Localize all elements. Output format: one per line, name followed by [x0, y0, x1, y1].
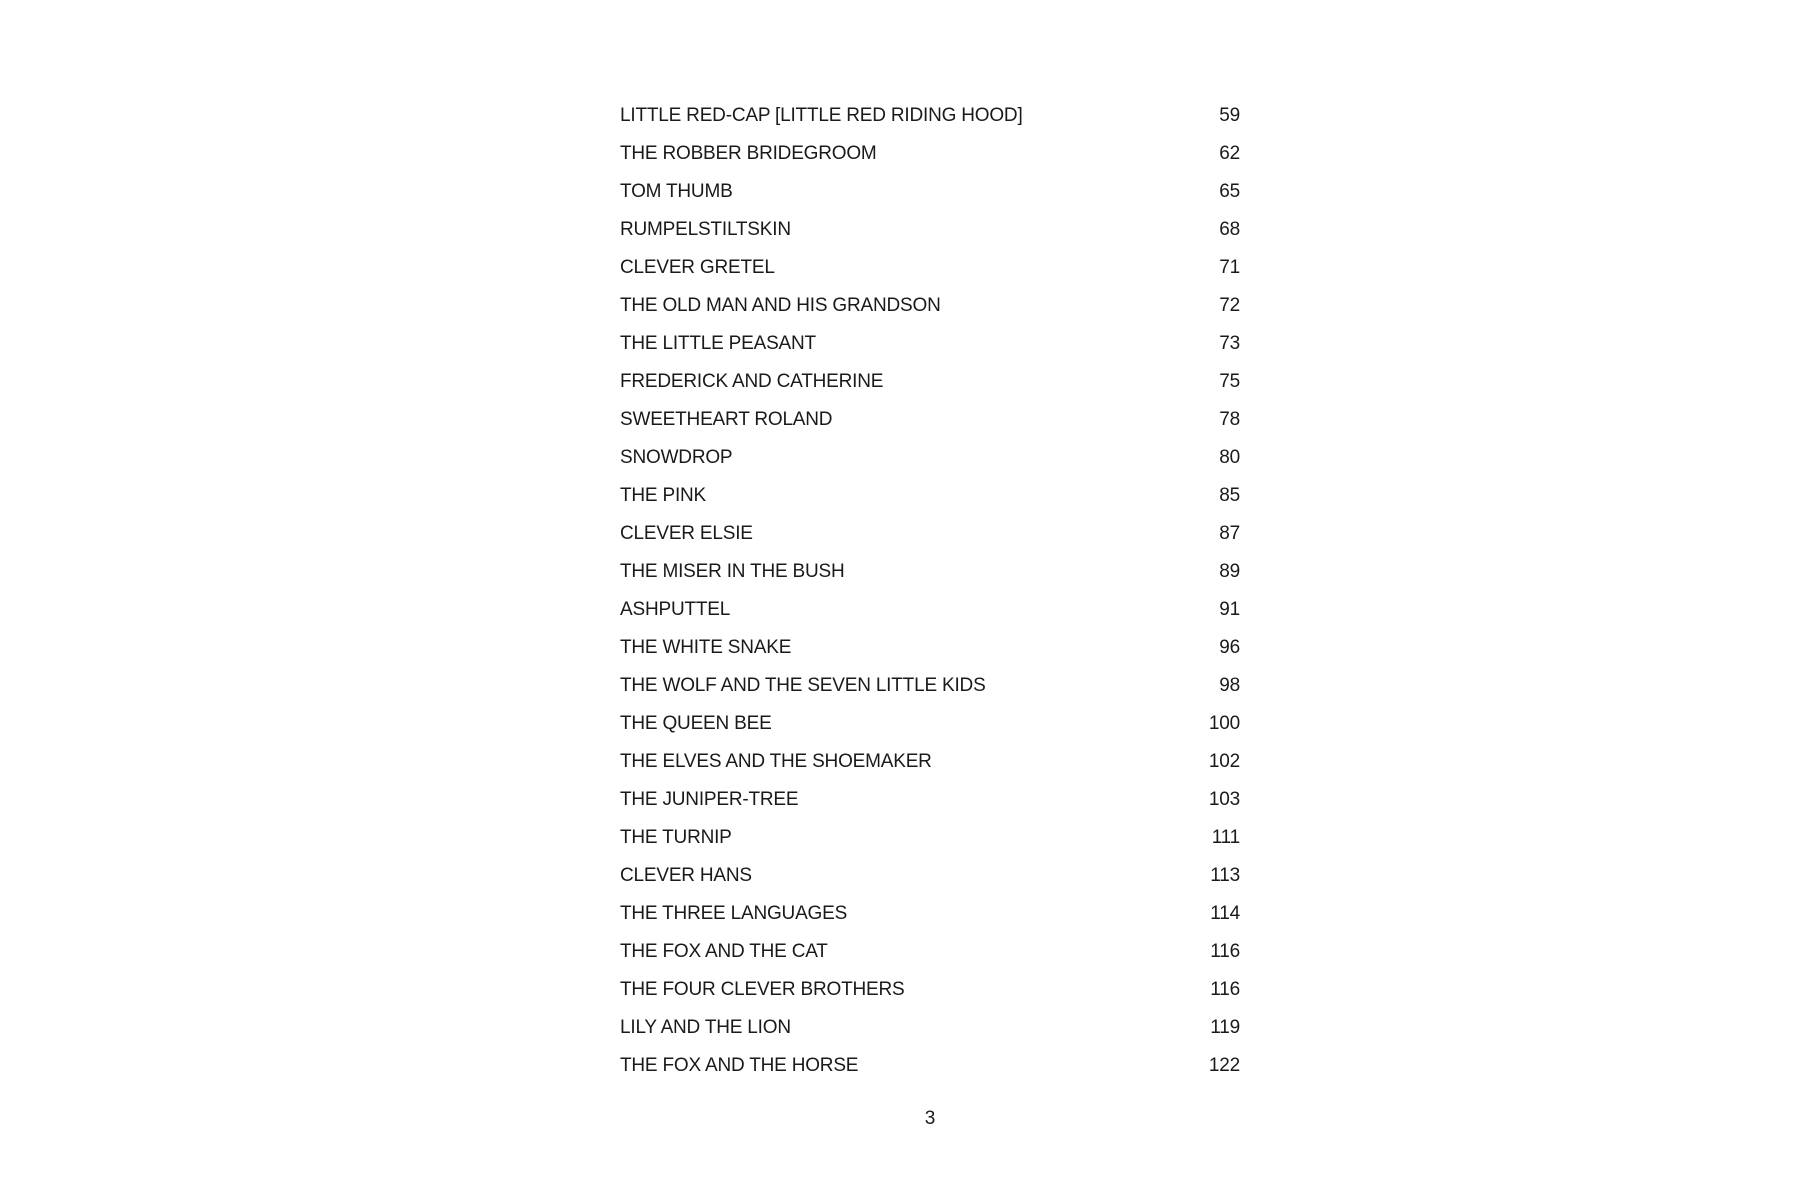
- toc-entry-title: CLEVER GRETEL: [620, 257, 775, 278]
- toc-entry-title: THE MISER IN THE BUSH: [620, 561, 845, 582]
- toc-entry-title: RUMPELSTILTSKIN: [620, 219, 791, 240]
- toc-entry: [620, 933, 1240, 971]
- toc-entry: [620, 705, 1240, 743]
- toc-entry-page: 78: [1219, 409, 1240, 430]
- toc-entry-title: THE LITTLE PEASANT: [620, 333, 816, 354]
- toc-entry-title: THE TURNIP: [620, 827, 732, 848]
- toc-entry-page: 113: [1210, 865, 1240, 886]
- toc-entry-title: CLEVER HANS: [620, 865, 752, 886]
- toc-entry-page: 65: [1219, 181, 1240, 202]
- toc-entry-title: LILY AND THE LION: [620, 1017, 791, 1038]
- toc-entry-title: SNOWDROP: [620, 447, 733, 468]
- toc-entry-page: 87: [1219, 523, 1240, 544]
- toc-entry-title: FREDERICK AND CATHERINE: [620, 371, 884, 392]
- toc-entry: [620, 515, 1240, 553]
- toc-entry: [620, 363, 1240, 401]
- toc-entry-page: 98: [1219, 675, 1240, 696]
- toc-entry-page: 80: [1219, 447, 1240, 468]
- toc-entry: [620, 971, 1240, 1009]
- toc-entry: [620, 439, 1240, 477]
- toc-entry: [620, 287, 1240, 325]
- toc-entry: [620, 553, 1240, 591]
- toc-entry-page: 68: [1219, 219, 1240, 240]
- toc-entry: [620, 895, 1240, 933]
- table-of-contents: [620, 97, 1240, 1085]
- toc-entry: [620, 591, 1240, 629]
- toc-entry: [620, 819, 1240, 857]
- toc-entry-title: THE PINK: [620, 485, 707, 506]
- toc-entry: [620, 857, 1240, 895]
- toc-entry-title: THE THREE LANGUAGES: [620, 903, 848, 924]
- toc-entry-page: 114: [1210, 903, 1240, 924]
- toc-entry: [620, 667, 1240, 705]
- toc-entry-page: 71: [1219, 257, 1240, 278]
- toc-entry: [620, 781, 1240, 819]
- toc-entry-page: 100: [1208, 713, 1240, 734]
- toc-entry-page: 75: [1219, 371, 1240, 392]
- toc-entry-title: CLEVER ELSIE: [620, 523, 753, 544]
- toc-entry: [620, 1047, 1240, 1085]
- toc-entry-title: THE ROBBER BRIDEGROOM: [620, 143, 877, 164]
- toc-entry-page: 103: [1208, 789, 1240, 810]
- toc-entry-title: THE OLD MAN AND HIS GRANDSON: [620, 295, 941, 316]
- toc-entry-title: THE WOLF AND THE SEVEN LITTLE KIDS: [620, 675, 986, 696]
- toc-entry: [620, 743, 1240, 781]
- toc-entry-title: THE ELVES AND THE SHOEMAKER: [620, 751, 932, 772]
- toc-entry-page: 102: [1208, 751, 1240, 772]
- toc-entry: [620, 629, 1240, 667]
- toc-entry-page: 119: [1210, 1017, 1240, 1038]
- toc-entry-page: 116: [1210, 941, 1240, 962]
- toc-entry-title: THE FOX AND THE CAT: [620, 941, 828, 962]
- toc-entry: [620, 135, 1240, 173]
- toc-entry-page: 73: [1219, 333, 1240, 354]
- toc-entry: [620, 477, 1240, 515]
- toc-entry: [620, 1009, 1240, 1047]
- toc-entry-title: LITTLE RED-CAP [LITTLE RED RIDING HOOD]: [620, 105, 1023, 126]
- toc-entry: [620, 325, 1240, 363]
- page-number: 3: [924, 1108, 936, 1129]
- toc-entry-title: ASHPUTTEL: [620, 599, 731, 620]
- toc-entry-title: THE WHITE SNAKE: [620, 637, 792, 658]
- toc-entry: [620, 97, 1240, 135]
- toc-entry-title: SWEETHEART ROLAND: [620, 409, 833, 430]
- toc-entry-title: TOM THUMB: [620, 181, 733, 202]
- toc-entry: [620, 211, 1240, 249]
- toc-entry-page: 59: [1219, 105, 1240, 126]
- toc-entry-page: 111: [1211, 827, 1240, 848]
- toc-entry-page: 122: [1208, 1055, 1240, 1076]
- toc-entry-page: 91: [1219, 599, 1240, 620]
- toc-entry: [620, 249, 1240, 287]
- toc-entry-page: 72: [1219, 295, 1240, 316]
- toc-entry-page: 62: [1219, 143, 1240, 164]
- toc-entry: [620, 401, 1240, 439]
- toc-entry: [620, 173, 1240, 211]
- toc-entry-title: THE FOX AND THE HORSE: [620, 1055, 859, 1076]
- toc-entry-page: 89: [1219, 561, 1240, 582]
- toc-entry-title: THE JUNIPER-TREE: [620, 789, 799, 810]
- toc-entry-page: 85: [1219, 485, 1240, 506]
- toc-entry-page: 96: [1219, 637, 1240, 658]
- toc-entry-page: 116: [1210, 979, 1240, 1000]
- toc-entry-title: THE QUEEN BEE: [620, 713, 772, 734]
- toc-entry-title: THE FOUR CLEVER BROTHERS: [620, 979, 905, 1000]
